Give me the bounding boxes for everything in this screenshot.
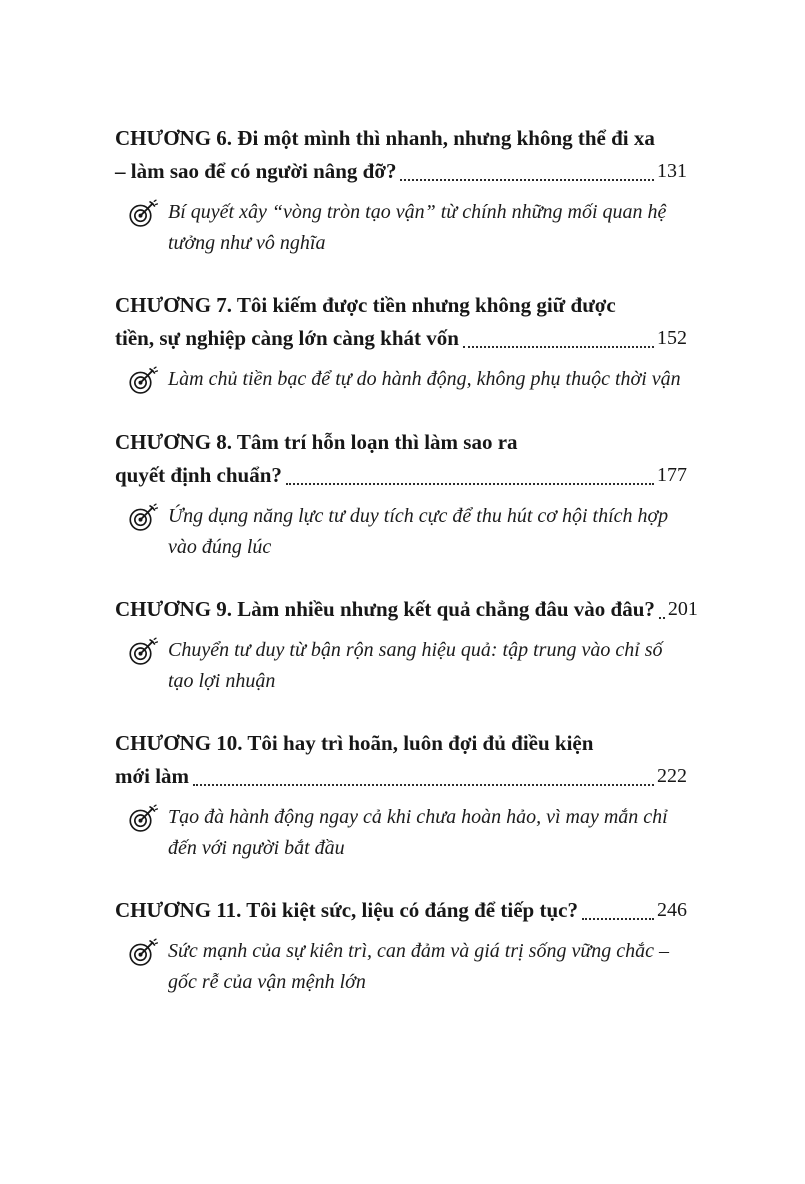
- chapter-title-line: [115, 155, 687, 188]
- page-number: 222: [657, 764, 687, 787]
- dot-leader: [286, 483, 654, 485]
- subtitle-text: Bí quyết xây “vòng tròn tạo vận” từ chính những mối quan hệ tưởng như vô nghĩa: [168, 200, 667, 254]
- chapter-title: [115, 122, 687, 188]
- chapter-title-text: CHƯƠNG 6. Đi một mình thì nhanh, nhưng không thể đi xa: [115, 126, 655, 150]
- chapter-title-line: [115, 727, 687, 760]
- toc-entry: [115, 894, 687, 998]
- page-number: 201: [667, 597, 698, 620]
- toc-entry: [115, 122, 687, 259]
- subtitle-text: Sức mạnh của sự kiên trì, can đảm và giá trị sống vững chắc – gốc rễ của vận mệnh lớn: [168, 939, 669, 993]
- chapter-title-text: mới làm: [115, 763, 190, 788]
- chapter-title-line: [115, 322, 687, 355]
- chapter-title-line: [115, 760, 687, 793]
- toc-entry: [115, 593, 698, 697]
- chapter-title-line: [115, 289, 687, 322]
- dot-leader: [582, 918, 654, 920]
- dot-leader: [193, 784, 654, 786]
- page-number: 152: [657, 326, 687, 349]
- target-dart-icon: [128, 804, 160, 834]
- dot-leader: [463, 346, 654, 348]
- chapter-title-line: [115, 894, 687, 927]
- toc-list: [115, 122, 698, 998]
- chapter-title-line: [115, 593, 698, 626]
- chapter-title-line: [115, 459, 687, 492]
- toc-entry: [115, 289, 687, 396]
- chapter-title: [115, 426, 687, 492]
- page-number: 131: [657, 159, 687, 182]
- chapter-title-text: CHƯƠNG 8. Tâm trí hỗn loạn thì làm sao ra: [115, 429, 518, 454]
- target-dart-icon: [128, 503, 160, 533]
- chapter-title-line: [115, 426, 687, 459]
- dot-leader: [659, 617, 665, 619]
- chapter-subtitle-row: [128, 936, 687, 998]
- subtitle-text: Tạo đà hành động ngay cả khi chưa hoàn hảo, vì may mắn chỉ đến với người bắt đầu: [168, 805, 668, 859]
- chapter-title-text: tiền, sự nghiệp càng lớn càng khát vốn: [115, 325, 459, 350]
- page-number: 246: [657, 898, 687, 921]
- toc-entry: [115, 426, 687, 563]
- chapter-subtitle-row: [128, 802, 687, 864]
- subtitle-text: Chuyển tư duy từ bận rộn sang hiệu quả: tập trung vào chỉ số tạo lợi nhuận: [168, 638, 663, 692]
- target-dart-icon: [128, 366, 160, 396]
- chapter-title-line: [115, 122, 687, 155]
- chapter-title-text: – làm sao để có người nâng đỡ?: [115, 159, 397, 183]
- target-dart-icon: [128, 637, 160, 667]
- chapter-title: [115, 894, 687, 927]
- subtitle-text: Ứng dụng năng lực tư duy tích cực để thu hút cơ hội thích hợp vào đúng lúc: [168, 504, 669, 558]
- chapter-title-text: CHƯƠNG 7. Tôi kiếm được tiền nhưng không giữ được: [115, 292, 616, 317]
- subtitle-text: Làm chủ tiền bạc để tự do hành động, không phụ thuộc thời vận: [168, 367, 681, 390]
- target-dart-icon: [128, 199, 160, 229]
- chapter-title-text: quyết định chuẩn?: [115, 462, 282, 487]
- chapter-title-text: CHƯƠNG 10. Tôi hay trì hoãn, luôn đợi đủ điều kiện: [115, 730, 594, 755]
- dot-leader: [400, 179, 654, 181]
- chapter-subtitle-row: [128, 364, 687, 396]
- chapter-title-text: CHƯƠNG 9. Làm nhiều nhưng kết quả chẳng đâu vào đâu?: [115, 596, 655, 621]
- chapter-subtitle-row: [128, 635, 687, 697]
- chapter-title: [115, 593, 698, 626]
- page-number: 177: [657, 463, 687, 486]
- toc-entry: [115, 727, 687, 864]
- chapter-title-text: CHƯƠNG 11. Tôi kiệt sức, liệu có đáng để tiếp tục?: [115, 897, 578, 922]
- target-dart-icon: [128, 938, 160, 968]
- chapter-subtitle-row: [128, 501, 687, 563]
- chapter-subtitle-row: [128, 197, 687, 259]
- chapter-title: [115, 289, 687, 355]
- chapter-title: [115, 727, 687, 793]
